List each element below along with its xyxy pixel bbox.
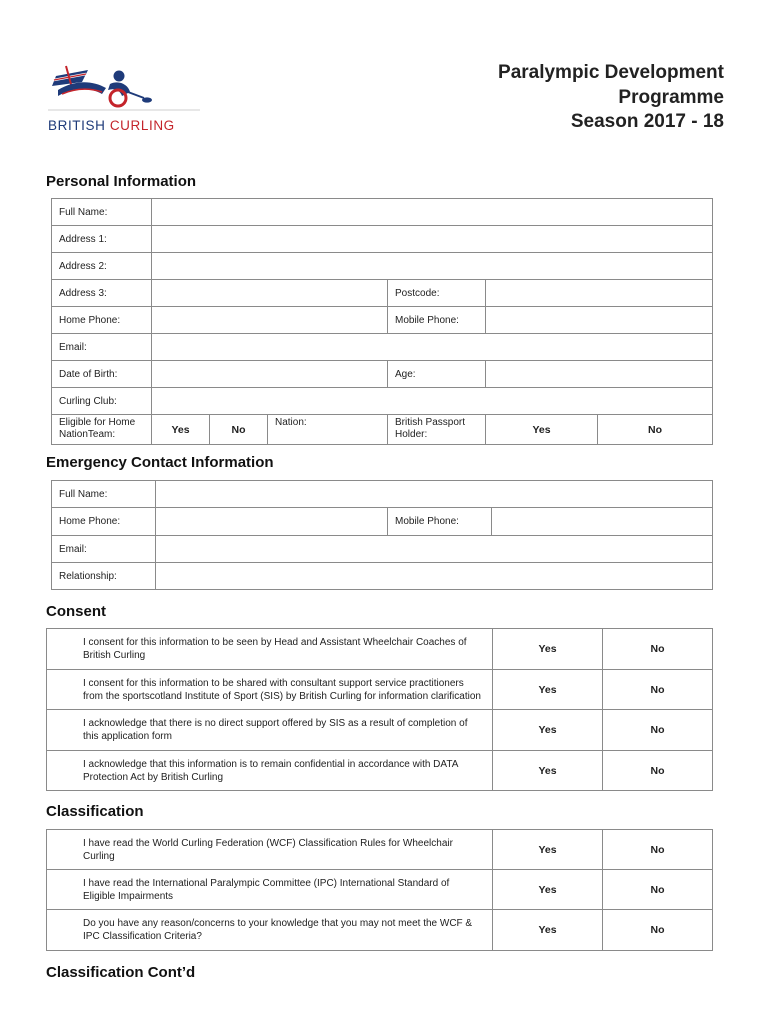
- consent-statement: [47, 710, 493, 751]
- eligible-yes-option[interactable]: Yes: [152, 415, 210, 445]
- consent-yes-option[interactable]: Yes: [493, 710, 603, 751]
- consent-heading: Consent: [46, 603, 106, 620]
- mobile-phone-label: Mobile Phone:: [388, 307, 486, 334]
- eligible-label: [52, 415, 152, 445]
- classification-no-option[interactable]: No: [603, 870, 713, 910]
- passport-yes-option[interactable]: Yes: [486, 415, 598, 445]
- logo-word-curling: CURLING: [109, 118, 175, 133]
- passport-no-option[interactable]: No: [598, 415, 713, 445]
- consent-statement: [47, 751, 493, 791]
- home-phone-label: Home Phone:: [52, 307, 152, 334]
- consent-row: [47, 751, 713, 791]
- consent-statement-line-2: British Curling: [83, 650, 146, 661]
- passport-label-line-2: Holder:: [395, 429, 428, 440]
- email-label: Email:: [52, 334, 152, 361]
- age-label: Age:: [388, 361, 486, 388]
- wheelchair-curler-icon: [108, 71, 152, 107]
- full-name-row: [52, 199, 713, 226]
- emergency-relationship-input[interactable]: [156, 563, 713, 590]
- phone-row: [52, 307, 713, 334]
- eligibility-row: [52, 415, 713, 445]
- classification-yes-option[interactable]: Yes: [493, 910, 603, 951]
- consent-row: [47, 710, 713, 751]
- club-label: Curling Club:: [52, 388, 152, 415]
- eligible-no-option[interactable]: No: [210, 415, 268, 445]
- title-line-3: Season 2017 - 18: [570, 111, 724, 132]
- logo-word-british: BRITISH: [48, 118, 106, 133]
- consent-statement-line-1: I consent for this information to be seen by Head and Assistant Wheelchair Coaches of: [83, 637, 467, 648]
- email-input[interactable]: [152, 334, 713, 361]
- emergency-relationship-row: [52, 563, 713, 590]
- full-name-input[interactable]: [152, 199, 713, 226]
- classification-statement-line-2: Curling: [83, 850, 115, 862]
- classification-statement: [47, 870, 493, 910]
- full-name-label: Full Name:: [52, 199, 152, 226]
- dob-input[interactable]: [152, 361, 388, 388]
- emergency-mobile-phone-input[interactable]: [492, 508, 713, 536]
- classification-statement-line-1: I have read the International Paralympic Committee (IPC) International Standard of: [83, 877, 450, 889]
- classification-no-option[interactable]: No: [603, 830, 713, 870]
- classification-statement-line-2: Eligible Impairments: [83, 890, 174, 902]
- title-line-1: Paralympic Development: [498, 62, 724, 83]
- classification-statement: [47, 910, 493, 951]
- classification-row: [47, 870, 713, 910]
- club-row: [52, 388, 713, 415]
- classification-statement-line-1: I have read the World Curling Federation (WCF) Classification Rules for Wheelchair: [83, 837, 453, 849]
- emergency-contact-heading: Emergency Contact Information: [46, 454, 274, 471]
- classification-no-option[interactable]: No: [603, 910, 713, 951]
- emergency-email-row: [52, 536, 713, 563]
- personal-information-table: [51, 198, 713, 445]
- consent-statement-line-2: this application form: [83, 731, 172, 742]
- email-row: [52, 334, 713, 361]
- consent-row: [47, 629, 713, 670]
- consent-no-option[interactable]: No: [603, 710, 713, 751]
- address1-row: [52, 226, 713, 253]
- consent-statement: [47, 629, 493, 670]
- emergency-email-label: Email:: [52, 536, 156, 563]
- address2-input[interactable]: [152, 253, 713, 280]
- programme-title: [498, 61, 724, 135]
- classification-heading: Classification: [46, 803, 144, 820]
- consent-yes-option[interactable]: Yes: [493, 629, 603, 670]
- consent-statement-line-2: from the sportscotland Institute of Sport (SIS) by British Curling for information clarification: [83, 690, 481, 702]
- passport-label: [388, 415, 486, 445]
- eligible-label-line-1: Eligible for Home: [59, 417, 136, 428]
- eligible-label-line-2: NationTeam:: [59, 429, 116, 440]
- postcode-label: Postcode:: [388, 280, 486, 307]
- address1-label: Address 1:: [52, 226, 152, 253]
- emergency-home-phone-label: Home Phone:: [52, 508, 156, 536]
- age-input[interactable]: [486, 361, 713, 388]
- dob-label: Date of Birth:: [52, 361, 152, 388]
- consent-statement: [47, 670, 493, 710]
- classification-statement: [47, 830, 493, 870]
- union-flag-swoosh-icon: [52, 66, 106, 96]
- nation-field[interactable]: Nation:: [268, 415, 388, 445]
- dob-row: [52, 361, 713, 388]
- consent-table: [46, 628, 713, 791]
- consent-statement-line-2: Protection Act by British Curling: [83, 771, 224, 783]
- emergency-home-phone-input[interactable]: [156, 508, 388, 536]
- consent-no-option[interactable]: No: [603, 629, 713, 670]
- address3-label: Address 3:: [52, 280, 152, 307]
- emergency-full-name-input[interactable]: [156, 481, 713, 508]
- consent-statement-line-1: I acknowledge that there is no direct support offered by SIS as a result of completion of: [83, 718, 468, 729]
- emergency-mobile-phone-label: Mobile Phone:: [388, 508, 492, 536]
- classification-yes-option[interactable]: Yes: [493, 830, 603, 870]
- logo-wordmark: [48, 118, 175, 133]
- consent-no-option[interactable]: No: [603, 670, 713, 710]
- classification-contd-heading: Classification Cont’d: [46, 964, 196, 981]
- personal-information-heading: Personal Information: [46, 173, 197, 190]
- emergency-contact-table: [51, 480, 713, 590]
- address1-input[interactable]: [152, 226, 713, 253]
- address2-label: Address 2:: [52, 253, 152, 280]
- emergency-email-input[interactable]: [156, 536, 713, 563]
- mobile-phone-input[interactable]: [486, 307, 713, 334]
- classification-statement-line-2: IPC Classification Criteria?: [83, 931, 202, 942]
- passport-label-line-1: British Passport: [395, 417, 466, 428]
- address3-input[interactable]: [152, 280, 388, 307]
- classification-row: [47, 910, 713, 951]
- classification-statement-line-1: Do you have any reason/concerns to your knowledge that you may not meet the WCF &: [83, 918, 473, 929]
- emergency-full-name-row: [52, 481, 713, 508]
- home-phone-input[interactable]: [152, 307, 388, 334]
- emergency-relationship-label: Relationship:: [52, 563, 156, 590]
- consent-yes-option[interactable]: Yes: [493, 670, 603, 710]
- title-line-2: Programme: [618, 86, 724, 108]
- classification-yes-option[interactable]: Yes: [493, 870, 603, 910]
- address2-row: [52, 253, 713, 280]
- emergency-phone-row: [52, 508, 713, 536]
- emergency-full-name-label: Full Name:: [52, 481, 156, 508]
- consent-no-option[interactable]: No: [603, 751, 713, 791]
- club-input[interactable]: [152, 388, 713, 415]
- address3-row: [52, 280, 713, 307]
- consent-yes-option[interactable]: Yes: [493, 751, 603, 791]
- consent-statement-line-1: I acknowledge that this information is to remain confidential in accordance with DATA: [83, 758, 459, 770]
- classification-table: [46, 829, 713, 951]
- consent-row: [47, 670, 713, 710]
- classification-row: [47, 830, 713, 870]
- consent-statement-line-1: I consent for this information to be shared with consultant support service practitioners: [83, 677, 464, 689]
- postcode-input[interactable]: [486, 280, 713, 307]
